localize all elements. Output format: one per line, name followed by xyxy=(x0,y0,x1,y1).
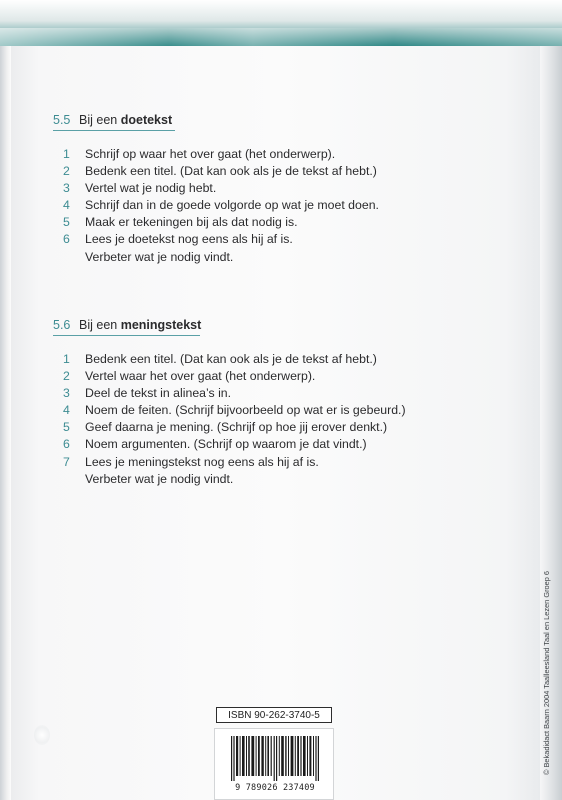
list-item xyxy=(53,419,493,436)
list-item xyxy=(53,214,493,231)
barcode-icon xyxy=(231,736,319,781)
barcode-sticker xyxy=(214,728,334,800)
teal-top-band xyxy=(0,0,562,46)
list-item xyxy=(53,368,493,385)
heading-underline xyxy=(53,335,200,336)
item-number: 1 xyxy=(63,147,70,161)
section-number: 5.5 xyxy=(53,113,71,127)
item-number: 4 xyxy=(63,403,70,418)
section-heading xyxy=(53,316,493,334)
item-text: Maak er tekeningen bij als dat nodig is. xyxy=(85,215,298,230)
publisher-credit: © Bekadidact Baarn 2004 Taalleesland Taal en Lezen Groep 6 xyxy=(542,570,551,775)
item-number: 7 xyxy=(63,454,70,469)
list-item xyxy=(53,180,493,197)
plastic-glint xyxy=(34,725,50,745)
section-meningstekst xyxy=(53,316,493,488)
page-edge-left xyxy=(0,46,11,800)
item-text: Vertel waar het over gaat (het onderwerp). xyxy=(85,369,316,384)
item-text-continued: Verbeter wat je nodig vindt. xyxy=(85,471,234,486)
list-item xyxy=(53,146,493,163)
list-item xyxy=(53,351,493,368)
list-item xyxy=(53,197,493,214)
item-text: Noem de feiten. (Schrijf bijvoorbeeld op wat er is gebeurd.) xyxy=(85,403,406,418)
item-number: 5 xyxy=(63,420,70,435)
list-item xyxy=(53,436,493,453)
item-number: 2 xyxy=(63,369,70,384)
section-heading-keyword: meningstekst xyxy=(120,318,202,332)
list-item xyxy=(53,231,493,265)
list-item xyxy=(53,402,493,419)
item-number: 6 xyxy=(63,232,70,247)
section-heading-prefix: Bij een xyxy=(79,113,118,127)
step-list xyxy=(53,146,493,266)
plastic-glare xyxy=(0,28,562,46)
section-doetekst xyxy=(53,111,493,266)
item-text: Geef daarna je mening. (Schrijf op hoe jij erover denkt.) xyxy=(85,420,388,435)
item-text: Schrijf dan in de goede volgorde op wat je moet doen. xyxy=(85,198,379,213)
item-text: Bedenk een titel. (Dat kan ook als je de tekst af hebt.) xyxy=(85,164,377,179)
barcode-number: 9 789026 237409 xyxy=(235,783,315,793)
section-heading xyxy=(53,111,493,129)
item-number: 2 xyxy=(63,164,70,179)
section-heading-keyword: doetekst xyxy=(120,113,173,127)
item-text: Schrijf op waar het over gaat (het onderwerp). xyxy=(85,147,336,161)
item-text: Lees je meningstekst nog eens als hij af is. xyxy=(85,454,319,469)
section-number: 5.6 xyxy=(53,318,71,332)
item-number: 1 xyxy=(63,352,70,366)
heading-underline xyxy=(53,130,175,131)
item-text: Deel de tekst in alinea’s in. xyxy=(85,386,232,401)
isbn-label: ISBN 90-262-3740-5 xyxy=(216,707,332,723)
item-text: Noem argumenten. (Schrijf op waarom je dat vindt.) xyxy=(85,437,367,452)
list-item xyxy=(53,163,493,180)
step-list xyxy=(53,351,493,488)
item-text-continued: Verbeter wat je nodig vindt. xyxy=(85,249,234,264)
item-number: 3 xyxy=(63,181,70,196)
item-text: Vertel wat je nodig hebt. xyxy=(85,181,217,196)
item-number: 3 xyxy=(63,386,70,401)
item-number: 4 xyxy=(63,198,70,213)
item-text: Bedenk een titel. (Dat kan ook als je de tekst af hebt.) xyxy=(85,352,377,366)
item-text: Lees je doetekst nog eens als hij af is. xyxy=(85,232,293,247)
list-item xyxy=(53,385,493,402)
item-number: 6 xyxy=(63,437,70,452)
section-heading-prefix: Bij een xyxy=(79,318,118,332)
item-number: 5 xyxy=(63,215,70,230)
list-item xyxy=(53,454,493,488)
